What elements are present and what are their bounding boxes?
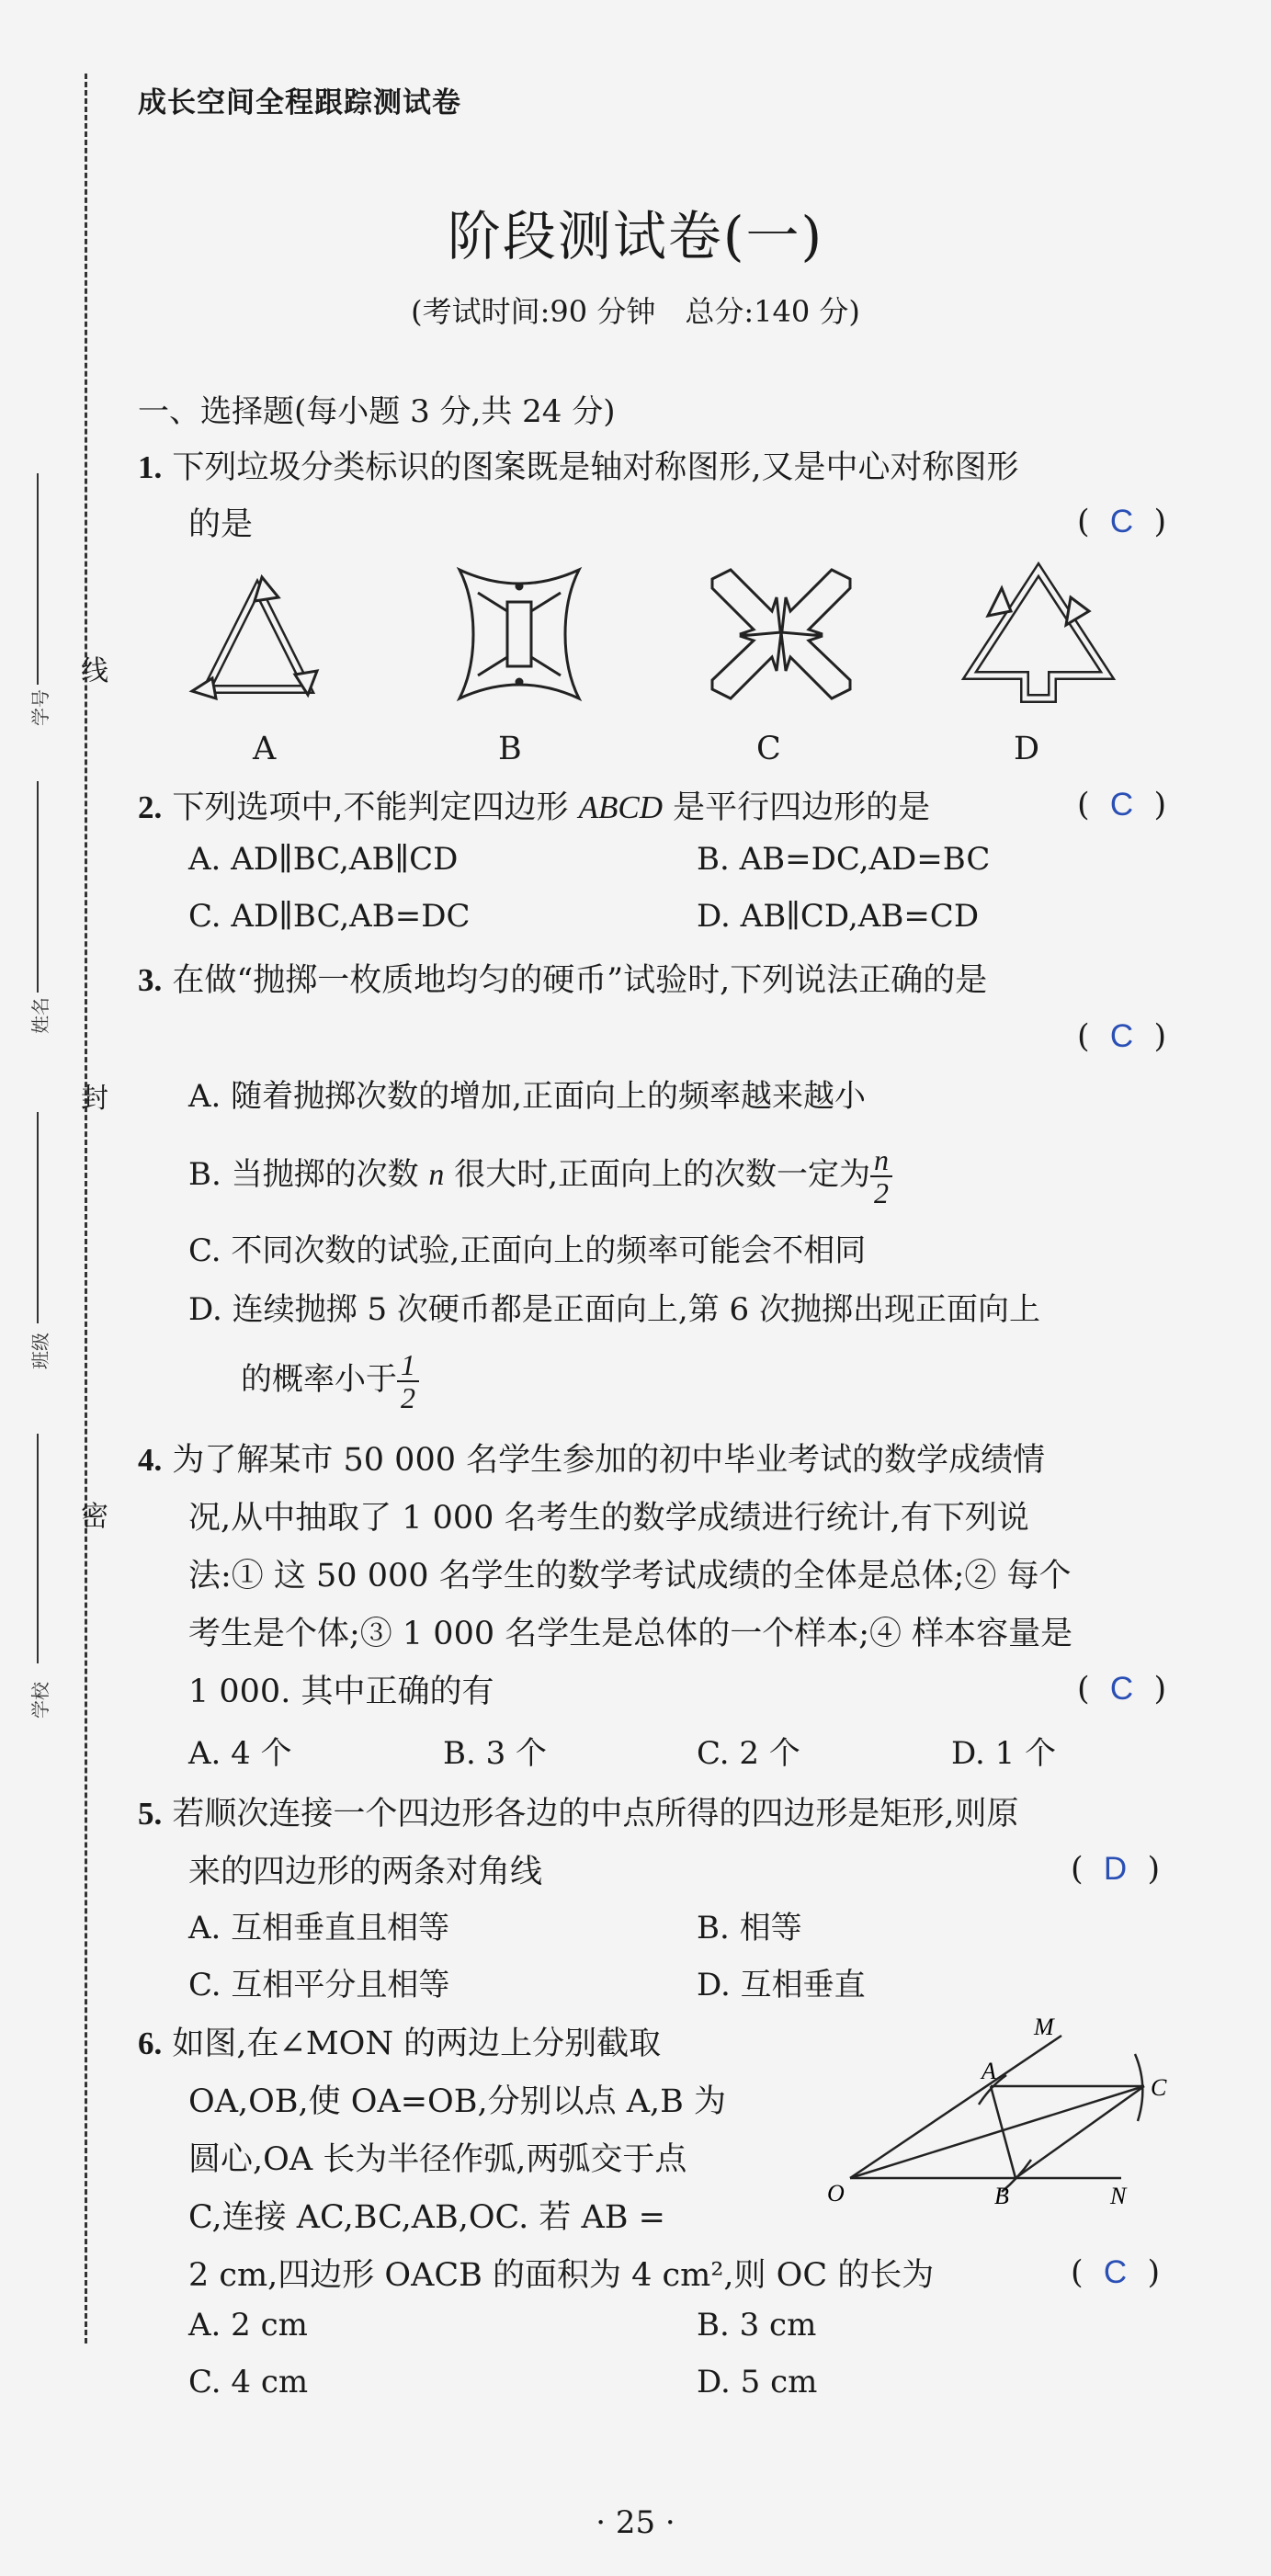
question-3-stem: 3. 在做“抛掷一枚质地均匀的硬币”试验时,下列说法正确的是 bbox=[138, 962, 988, 999]
q5-option-a: A. 互相垂直且相等 bbox=[188, 1910, 450, 1946]
q6-option-c: C. 4 cm bbox=[188, 2364, 309, 2400]
q6-option-d: D. 5 cm bbox=[697, 2364, 818, 2400]
question-5-answer: ( D ) bbox=[1071, 1851, 1161, 1888]
q4-option-c: C. 2 个 bbox=[697, 1735, 800, 1772]
question-4-answer: ( C ) bbox=[1077, 1671, 1167, 1708]
question-3-answer: ( C ) bbox=[1077, 1018, 1167, 1055]
q6-option-a: A. 2 cm bbox=[188, 2307, 308, 2343]
recycling-symbols bbox=[170, 561, 1126, 717]
point-c-label: C bbox=[1151, 2074, 1167, 2101]
fraction-1-over-2: $\frac{1}{2}$ bbox=[397, 1349, 419, 1413]
book-header: 成长空间全程跟踪测试卷 bbox=[138, 86, 461, 119]
q4-option-a: A. 4 个 bbox=[188, 1735, 292, 1772]
question-1-answer: ( C ) bbox=[1077, 504, 1167, 540]
binding-blank-3 bbox=[37, 1112, 39, 1323]
binding-blank-4 bbox=[37, 1434, 39, 1663]
question-2-answer: ( C ) bbox=[1077, 787, 1167, 823]
question-6-line-5: 2 cm,四边形 OACB 的面积为 4 cm²,则 OC 的长为 bbox=[188, 2257, 935, 2294]
q3-option-d-line-2: 的概率小于 $\frac{1}{2}$ bbox=[241, 1349, 419, 1413]
question-6-line-1: 6. 如图,在∠MON 的两边上分别截取 bbox=[138, 2026, 662, 2062]
point-b-label: B bbox=[994, 2183, 1009, 2209]
question-4-line-2: 况,从中抽取了 1 000 名考生的数学成绩进行统计,有下列说 bbox=[188, 1500, 1029, 1537]
question-5-line-2: 来的四边形的两条对角线 bbox=[188, 1854, 543, 1890]
binding-label-1: 学号 bbox=[29, 689, 51, 726]
q4-option-d: D. 1 个 bbox=[951, 1735, 1057, 1772]
binding-mark-line: 线 bbox=[81, 655, 108, 687]
q5-option-d: D. 互相垂直 bbox=[697, 1967, 866, 2003]
question-2-stem: 2. 下列选项中,不能判定四边形 ABCD 是平行四边形的是 bbox=[138, 789, 931, 826]
q5-option-c: C. 互相平分且相等 bbox=[188, 1967, 450, 2003]
q3-option-a: A. 随着抛掷次数的增加,正面向上的频率越来越小 bbox=[188, 1078, 866, 1115]
question-6-answer: ( C ) bbox=[1071, 2254, 1161, 2291]
question-5-line-1: 5. 若顺次连接一个四边形各边的中点所得的四边形是矩形,则原 bbox=[138, 1796, 1019, 1833]
binding-blank-2 bbox=[37, 781, 39, 993]
point-o-label: O bbox=[827, 2180, 845, 2207]
binding-mark-secret: 密 bbox=[81, 1501, 108, 1533]
symbol-b-icon bbox=[460, 570, 579, 698]
binding-label-2: 姓名 bbox=[29, 997, 51, 1034]
q2-option-d: D. AB∥CD,AB=CD bbox=[697, 898, 980, 935]
question-1-line-2: 的是 bbox=[188, 506, 254, 543]
q4-option-b: B. 3 个 bbox=[443, 1735, 548, 1772]
question-6-line-3: 圆心,OA 长为半径作弧,两弧交于点 bbox=[188, 2141, 687, 2178]
fraction-n-over-2: $\frac{n}{2}$ bbox=[870, 1144, 892, 1209]
geometry-figure bbox=[827, 2003, 1195, 2215]
question-6-line-2: OA,OB,使 OA=OB,分别以点 A,B 为 bbox=[188, 2083, 726, 2120]
symbol-d-icon bbox=[970, 570, 1107, 698]
q5-option-b: B. 相等 bbox=[697, 1910, 802, 1946]
binding-mark-seal: 封 bbox=[81, 1083, 108, 1115]
q3-option-c: C. 不同次数的试验,正面向上的频率可能会不相同 bbox=[188, 1232, 867, 1269]
exam-info: (考试时间:90 分钟 总分:140 分) bbox=[411, 294, 860, 329]
question-4-line-5: 1 000. 其中正确的有 bbox=[188, 1674, 494, 1710]
symbol-a-icon bbox=[192, 577, 317, 698]
point-m-label: M bbox=[1034, 2014, 1054, 2040]
q6-option-b: B. 3 cm bbox=[697, 2307, 817, 2343]
question-4-line-1: 4. 为了解某市 50 000 名学生参加的初中毕业考试的数学成绩情 bbox=[138, 1442, 1046, 1479]
binding-label-4: 学校 bbox=[29, 1682, 51, 1719]
section-heading: 一、选择题(每小题 3 分,共 24 分) bbox=[138, 393, 616, 430]
page-number: · 25 · bbox=[596, 2504, 675, 2541]
q2-option-b: B. AB=DC,AD=BC bbox=[697, 841, 991, 878]
option-label-d: D bbox=[1014, 731, 1040, 767]
binding-dashed-line bbox=[85, 74, 87, 2343]
binding-blank-1 bbox=[37, 473, 39, 685]
binding-label-3: 班级 bbox=[29, 1333, 51, 1369]
question-6-line-4: C,连接 AC,BC,AB,OC. 若 AB = bbox=[188, 2199, 665, 2236]
page-title: 阶段测试卷(一) bbox=[447, 205, 824, 267]
question-4-line-3: 法:① 这 50 000 名学生的数学考试成绩的全体是总体;② 每个 bbox=[188, 1558, 1072, 1594]
option-label-b: B bbox=[498, 731, 522, 767]
option-label-a: A bbox=[253, 731, 277, 767]
q2-option-c: C. AD∥BC,AB=DC bbox=[188, 898, 471, 935]
point-a-label: A bbox=[982, 2058, 996, 2084]
point-n-label: N bbox=[1110, 2183, 1127, 2209]
question-1-line-1: 1. 下列垃圾分类标识的图案既是轴对称图形,又是中心对称图形 bbox=[138, 449, 1019, 486]
symbol-c-icon bbox=[712, 570, 850, 698]
q3-option-b: B. 当抛掷的次数 n 很大时,正面向上的次数一定为 $\frac{n}{2}$ bbox=[188, 1144, 892, 1209]
question-4-line-4: 考生是个体;③ 1 000 名学生是总体的一个样本;④ 样本容量是 bbox=[188, 1616, 1073, 1652]
option-label-c: C bbox=[756, 731, 781, 767]
q2-option-a: A. AD∥BC,AB∥CD bbox=[188, 841, 459, 878]
q3-option-d-line-1: D. 连续抛掷 5 次硬币都是正面向上,第 6 次抛掷出现正面向上 bbox=[188, 1291, 1040, 1328]
